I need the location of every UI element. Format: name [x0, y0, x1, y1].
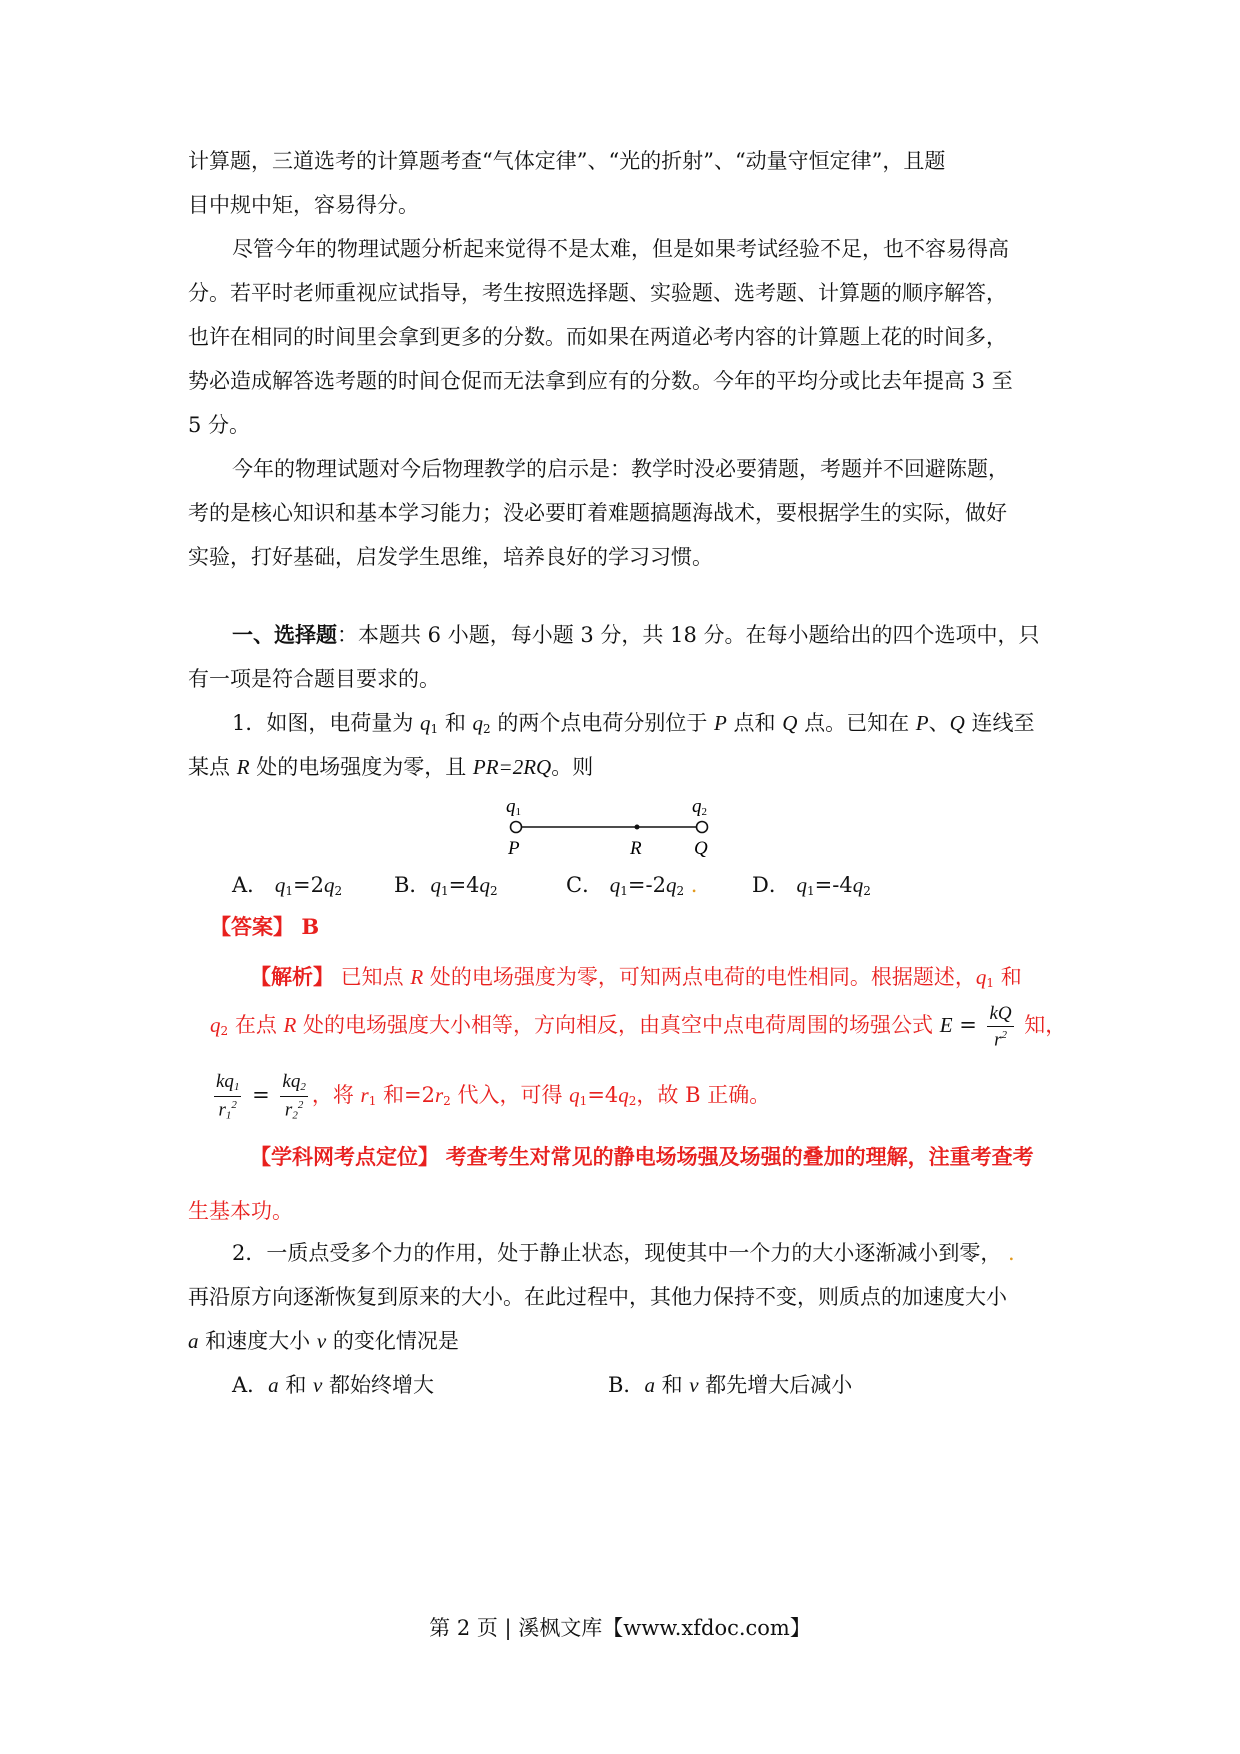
q2-options: [232, 1370, 1032, 1400]
q1-analysis-line2: $q_2$ 在点 R 处的电场强度大小相等，方向相反，由真空中点电荷周围的场强公式 E = $\frac{kQ}{r^2}$ 知，: [210, 1002, 1067, 1051]
q1-condition: PR=2RQ: [472, 755, 552, 779]
option-a[interactable]: A． $q_1=2q_2$: [232, 873, 343, 898]
para1-line1: 计算题，三道选考的计算题考查“气体定律”、“光的折射”、“动量守恒定律”，且题: [188, 149, 946, 173]
label-p: P: [508, 838, 520, 859]
label-r: R: [630, 838, 642, 859]
point-r: [635, 825, 640, 830]
q1-knowledge-point: 【学科网考点定位】 考查考生对常见的静电场场强及场强的叠加的理解，注重考查考: [250, 1144, 1034, 1169]
para2-line2: 分。若平时老师重视应试指导，考生按照选择题、实验题、选考题、计算题的顺序解答，: [188, 281, 1007, 305]
q2-line2: 再沿原方向逐渐恢复到原来的大小。在此过程中，其他力保持不变，则质点的加速度大小: [188, 1285, 1007, 1309]
para1-line2: 目中规中矩，容易得分。: [188, 193, 419, 217]
section-heading-line1: [232, 620, 1040, 650]
label-q: Q: [694, 838, 708, 859]
answer-label: 【答案】: [210, 914, 294, 939]
section-heading: 一、选择题: [232, 622, 337, 647]
para2-line3: 也许在相同的时间里会拿到更多的分数。而如果在两道必考内容的计算题上花的时间多，: [188, 325, 1007, 349]
q2-option-b[interactable]: B．a 和 v 都先增大后减小: [608, 1373, 853, 1397]
para3-line2: 考的是核心知识和基本学习能力；没必要盯着难题搞题海战术，要根据学生的实际，做好: [188, 501, 1007, 525]
section-heading-line2: 有一项是符合题目要求的。: [188, 667, 440, 691]
q2-line3: a 和速度大小 v 的变化情况是: [188, 1329, 459, 1353]
q1-charge-diagram: [500, 790, 720, 870]
q1-knowledge-point-line2: 生基本功。: [188, 1199, 293, 1223]
q1-analysis-line1: 【解析】 已知点 R 处的电场强度为零，可知两点电荷的电性相同。根据题述，$q_1$ 和: [250, 964, 1022, 990]
charge-q: [697, 822, 708, 833]
para3-line1: 今年的物理试题对今后物理教学的启示是：教学时没必要猜题，考题并不回避陈题，: [232, 457, 1009, 481]
option-d[interactable]: D． $q_1=-4q_2$: [752, 873, 871, 898]
charge-p: [511, 822, 522, 833]
q1-analysis-line3: $\frac{kq_1}{r_1^2}$ = $\frac{kq_2}{r_2^2}$ ，将 $r_1$ 和$=2r_2$ 代入，可得 $q_1=4q_2$，故 B 正确。: [216, 1070, 771, 1122]
para2-line5: 5 分。: [188, 413, 251, 437]
q1-answer: [210, 912, 319, 942]
label-q2: q2: [692, 796, 707, 818]
q1-options: [232, 870, 1032, 900]
formula-left-fraction: $\frac{kq_1}{r_1^2}$: [216, 1070, 240, 1122]
q2-line1: 2．一质点受多个力的作用，处于静止状态，现使其中一个力的大小逐渐减小到零， .: [232, 1241, 1015, 1265]
section-intro: ：本题共 6 小题，每小题 3 分，共 18 分。在每小题给出的四个选项中，只: [337, 623, 1040, 647]
option-b[interactable]: B．$q_1=4q_2$: [394, 873, 498, 898]
formula-e: E: [939, 1013, 953, 1037]
para2-line4: 势必造成解答选考题的时间仓促而无法拿到应有的分数。今年的平均分或比去年提高 3 至: [188, 369, 1013, 393]
formula-right-fraction: $\frac{kq_2}{r_2^2}$: [282, 1070, 306, 1122]
answer-value: B: [301, 914, 320, 939]
para2-line1: 尽管今年的物理试题分析起来觉得不是太难，但是如果考试经验不足，也不容易得高: [232, 237, 1009, 261]
q1-line2: 某点 R 处的电场强度为零，且 PR=2RQ。则: [188, 755, 594, 779]
page-footer: 第 2 页 | 溪枫文库【www.xfdoc.com】: [429, 1616, 811, 1640]
formula-e-fraction: $\frac{kQ}{r^2}$: [989, 1002, 1012, 1051]
option-c[interactable]: C． $q_1=-2q_2$ .: [566, 873, 698, 898]
para3-line3: 实验，打好基础，启发学生思维，培养良好的学习习惯。: [188, 545, 713, 569]
q2-option-a[interactable]: A．a 和 v 都始终增大: [232, 1373, 435, 1397]
q1-line1: 1．如图，电荷量为 $q_1$ 和 $q_2$ 的两个点电荷分别位于 P 点和 Q 点。已知在 P、Q 连线至: [232, 711, 1035, 736]
label-q1: q1: [506, 796, 521, 818]
